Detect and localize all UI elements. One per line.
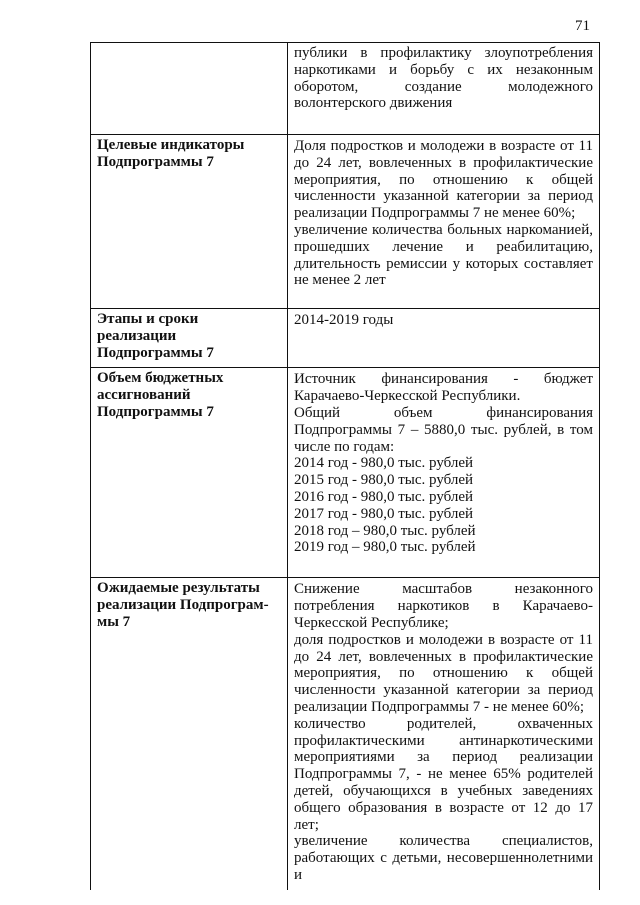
content-paragraph: Источник финансирования - бюджет Карачаево-Черкесской Республики. — [294, 371, 593, 405]
budget-year-line: 2018 год – 980,0 тыс. рублей — [294, 522, 476, 539]
content-paragraph: увеличение количества больных наркоманией, прошедших лечение и реабилитацию, длительность ремиссии у которых составляет не менее 2 лет — [294, 221, 593, 289]
budget-year-line: 2015 год - 980,0 тыс. рублей — [294, 472, 474, 489]
row-label-empty — [91, 43, 288, 135]
content-paragraph: количество родителей, охваченных профилактическими антинаркотическими мероприятиями за период реализации Подпрограммы 7, - не менее 65% родителей детей, обучающихся в учебных заведениях общего образования в возрасте от 12 до 17 лет; — [294, 715, 593, 833]
table-row-expected-results — [91, 578, 600, 890]
row-content — [288, 309, 600, 368]
budget-year-line: 2017 год - 980,0 тыс. рублей — [294, 505, 474, 522]
table-row-continuation — [91, 43, 600, 135]
content-paragraph: 2014-2019 годы — [294, 312, 394, 328]
budget-year-line: 2019 год – 980,0 тыс. рублей — [294, 539, 476, 556]
passport-table — [90, 42, 600, 890]
content-paragraph: Общий объем финансирования Подпрограммы 7 – 5880,0 тыс. рублей, в том числе по годам: — [294, 404, 593, 455]
content-paragraph: увеличение количества специалистов, работающих с детьми, несовершеннолетними и — [294, 833, 593, 883]
budget-year-line: 2016 год - 980,0 тыс. рублей — [294, 488, 474, 505]
row-label: Целевые индикаторы Подпрограммы 7 — [91, 135, 288, 309]
row-content — [288, 43, 600, 135]
content-paragraph: Доля подростков и молодежи в возрасте от 11 до 24 лет, вовлеченных в профилактические мероприятия, по отношению к общей численности указанной категории за период реализации Подпрограммы 7 не менее 60%; — [294, 138, 593, 222]
table-row-budget — [91, 368, 600, 578]
row-content — [288, 368, 600, 578]
budget-year-line: 2014 год - 980,0 тыс. рублей — [294, 455, 474, 472]
row-label: Этапы и сроки реализации Подпрограммы 7 — [91, 309, 288, 368]
content-paragraph: Снижение масштабов незаконного потребления наркотиков в Карачаево-Черкесской Республике; — [294, 581, 593, 631]
content-paragraph: публики в профилактику злоупотребления наркотиками и борьбу с их незаконным оборотом, создание молодежного волонтерского движения — [294, 45, 593, 112]
row-label: Объем бюджетных ассигнований Подпрограммы 7 — [91, 368, 288, 578]
row-label: Ожидаемые результаты реализации Подпрограм-мы 7 — [91, 578, 288, 890]
page-number: 71 — [575, 18, 590, 34]
content-paragraph: доля подростков и молодежи в возрасте от 11 до 24 лет, вовлеченных в профилактические мероприятия, по отношению к общей численности указанной категории за период реализации Подпрограммы 7 - не менее 60%; — [294, 631, 593, 715]
row-content — [288, 135, 600, 309]
table-row-stages-terms — [91, 309, 600, 368]
table-row-target-indicators — [91, 135, 600, 309]
row-content — [288, 578, 600, 890]
